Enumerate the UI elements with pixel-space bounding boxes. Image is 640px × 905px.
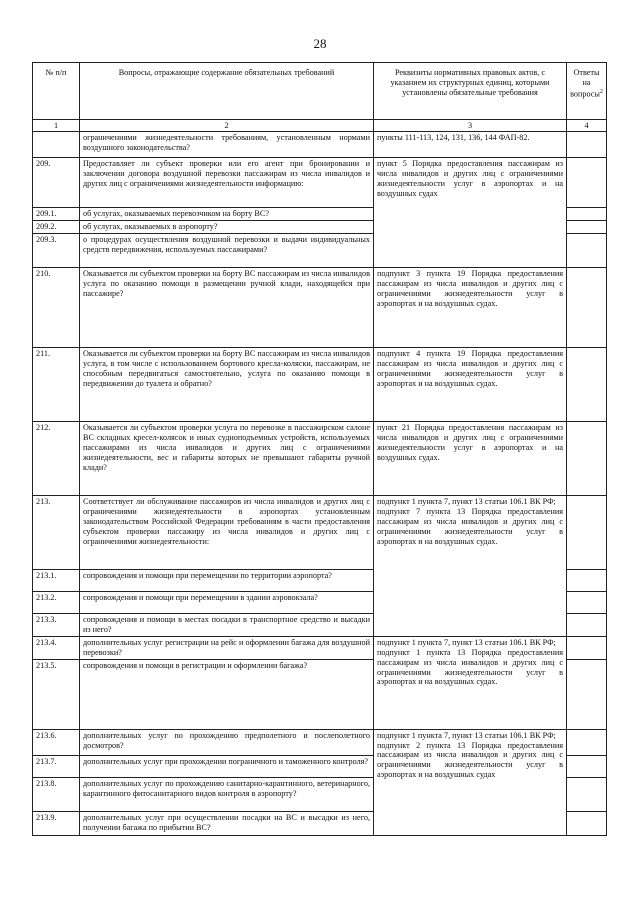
answer-cell[interactable]	[567, 777, 607, 811]
answer-cell[interactable]	[567, 422, 607, 496]
question-text: дополнительных услуг при осуществлении посадки на ВС и высадки из него, получении багажа по прибытии ВС?	[80, 811, 374, 835]
header-num: № п/п	[33, 63, 80, 120]
requisites-cell	[374, 496, 567, 637]
header-requisites: Реквизиты нормативных правовых актов, с указанием их структурных единиц, которыми установлены обязательные требования	[374, 63, 567, 120]
row-number: 213.7.	[33, 755, 80, 777]
answer-cell[interactable]	[567, 348, 607, 422]
question-text: об услугах, оказываемых перевозчиком на борту ВС?	[80, 208, 374, 221]
answer-cell[interactable]	[567, 234, 607, 268]
header-row	[33, 63, 607, 120]
table-row	[33, 422, 607, 496]
table-row	[33, 348, 607, 422]
requisites-text: подпункт 2 пункта 13 Порядка предоставления пассажирам из числа инвалидов и других лиц с ограничениями жизнедеятельности услуг в аэропортах и на воздушных судах	[377, 740, 563, 780]
footnote-mark: 2	[599, 88, 603, 95]
row-number: 213.1.	[33, 570, 80, 592]
page-number: 28	[313, 36, 327, 51]
column-number: 1	[33, 120, 80, 132]
column-number: 3	[374, 120, 567, 132]
table-row	[33, 636, 607, 659]
question-text: Предоставляет ли субъект проверки или его агент при бронировании и заключении договора воздушной перевозки пассажирам из числа инвалидов и других лиц с ограничениями жизнедеятельности информацию:	[80, 158, 374, 208]
question-text: Соответствует ли обслуживание пассажиров из числа инвалидов и других лиц с ограничениями жизнедеятельности в аэропортах установленным законодательством Российской Федерации требованиям в части предоставления субъектом проверки пассажиру из числа инвалидов и других лиц с ограничениями жизнедеятельности:	[80, 496, 374, 570]
requisites-text: подпункт 7 пункта 13 Порядка предоставления пассажирам из числа инвалидов и других лиц с ограничениями жизнедеятельности услуг в аэропортах и на воздушных судах.	[377, 506, 563, 546]
question-text: дополнительных услуг регистрации на рейс и оформлении багажа для воздушной перевозки?	[80, 636, 374, 659]
requisites-text: подпункт 4 пункта 19 Порядка предоставления пассажирам из числа инвалидов и других лиц с ограничениями жизнедеятельности услуг в аэропортах и на воздушных судах.	[374, 348, 567, 422]
requisites-text: пункты 111-113, 124, 131, 136, 144 ФАП-82.	[374, 132, 567, 158]
question-text: дополнительных услуг при прохождении пограничного и таможенного контроля?	[80, 755, 374, 777]
table-row	[33, 158, 607, 208]
question-text: сопровождения и помощи при перемещении в здании аэровокзала?	[80, 592, 374, 614]
answer-cell[interactable]	[567, 132, 607, 158]
question-text: дополнительных услуг по прохождению санитарно-карантинного, ветеринарного, карантинного фитосанитарного видов контроля в аэропорту?	[80, 777, 374, 811]
answer-cell[interactable]	[567, 659, 607, 729]
row-number: 209.1.	[33, 208, 80, 221]
answer-cell[interactable]	[567, 729, 607, 755]
row-number: 212.	[33, 422, 80, 496]
answer-cell[interactable]	[567, 158, 607, 208]
requisites-cell	[374, 729, 567, 835]
header-questions: Вопросы, отражающие содержание обязательных требований	[80, 63, 374, 120]
row-number: 209.3.	[33, 234, 80, 268]
requisites-cell	[374, 636, 567, 729]
requisites-text: подпункт 1 пункта 7, пункт 13 статьи 106.1 ВК РФ;	[377, 730, 556, 740]
column-number: 4	[567, 120, 607, 132]
question-text: дополнительных услуг по прохождению предполетного и послеполетного досмотров?	[80, 729, 374, 755]
requisites-text: подпункт 1 пункта 7, пункт 13 статьи 106.1 ВК РФ;	[377, 637, 556, 647]
row-number: 213.2.	[33, 592, 80, 614]
row-number: 213.	[33, 496, 80, 570]
question-text: сопровождения и помощи при перемещении по территории аэропорта?	[80, 570, 374, 592]
question-text: ограничениями жизнедеятельности требованиям, установленным нормами воздушного законодательства?	[80, 132, 374, 158]
question-text: Оказывается ли субъектом проверки на борту ВС пассажирам из числа инвалидов услуга, в том числе с использованием бортового кресла-коляски, пассажирам, не способным передвигаться самостоятельно, услуга по оказанию помощи в передвижении до туалета и обратно?	[80, 348, 374, 422]
row-number: 209.	[33, 158, 80, 208]
answer-cell[interactable]	[567, 221, 607, 234]
answer-cell[interactable]	[567, 592, 607, 614]
answer-cell[interactable]	[567, 268, 607, 348]
row-number: 213.8.	[33, 777, 80, 811]
answer-cell[interactable]	[567, 614, 607, 637]
header-answers	[567, 63, 607, 120]
column-number-row	[33, 120, 607, 132]
question-text: сопровождения и помощи в местах посадки в транспортное средство и высадки из него?	[80, 614, 374, 637]
requisites-text: подпункт 1 пункта 7, пункт 13 статьи 106.1 ВК РФ;	[377, 497, 556, 506]
row-number	[33, 132, 80, 158]
question-text: Оказывается ли субъектом проверки на борту ВС пассажирам из числа инвалидов услуга по оказанию помощи в размещении ручной клади, находящейся при пассажире?	[80, 268, 374, 348]
requisites-text: пункт 5 Порядка предоставления пассажирам из числа инвалидов и других лиц с ограничениями жизнедеятельности услуг в аэропортах и на воздушных судах	[374, 158, 567, 268]
answer-cell[interactable]	[567, 811, 607, 835]
requirements-table	[32, 62, 607, 836]
requisites-text: подпункт 3 пункта 19 Порядка предоставления пассажирам из числа инвалидов и других лиц с ограничениями жизнедеятельности услуг в аэропортах и на воздушных судах.	[374, 268, 567, 348]
row-number: 213.3.	[33, 614, 80, 637]
row-number: 209.2.	[33, 221, 80, 234]
requisites-text: подпункт 1 пункта 13 Порядка предоставления пассажирам из числа инвалидов и других лиц с ограничениями жизнедеятельности услуг в аэропортах и на воздушных судах.	[377, 647, 563, 687]
answer-cell[interactable]	[567, 570, 607, 592]
answer-cell[interactable]	[567, 636, 607, 659]
table-row	[33, 729, 607, 755]
row-number: 210.	[33, 268, 80, 348]
row-number: 211.	[33, 348, 80, 422]
question-text: об услугах, оказываемых в аэропорту?	[80, 221, 374, 234]
answer-cell[interactable]	[567, 755, 607, 777]
row-number: 213.4.	[33, 636, 80, 659]
row-number: 213.9.	[33, 811, 80, 835]
column-number: 2	[80, 120, 374, 132]
header-answers-text: Ответы на вопросы	[570, 68, 600, 99]
question-text: Оказывается ли субъектом проверки услуга по перевозке в пассажирском салоне ВС складных кресел-колясок и иных судноподъемных устройств, используемых пассажирами из числа инвалидов и других лиц с ограничениями жизнедеятельности, вес и габариты которых не превышают габариты ручной клади?	[80, 422, 374, 496]
question-text: о процедурах осуществления воздушной перевозки и выдачи индивидуальных средств передвижения, используемых пассажирами?	[80, 234, 374, 268]
row-number: 213.6.	[33, 729, 80, 755]
answer-cell[interactable]	[567, 496, 607, 570]
answer-cell[interactable]	[567, 208, 607, 221]
question-text: сопровождения и помощи в регистрации и оформлении багажа?	[80, 659, 374, 729]
row-number: 213.5.	[33, 659, 80, 729]
table-row	[33, 268, 607, 348]
table-row	[33, 132, 607, 158]
requisites-text: пункт 21 Порядка предоставления пассажирам из числа инвалидов и других лиц с ограничениями жизнедеятельности услуг в аэропортах и на воздушных судах.	[374, 422, 567, 496]
table-row	[33, 496, 607, 570]
